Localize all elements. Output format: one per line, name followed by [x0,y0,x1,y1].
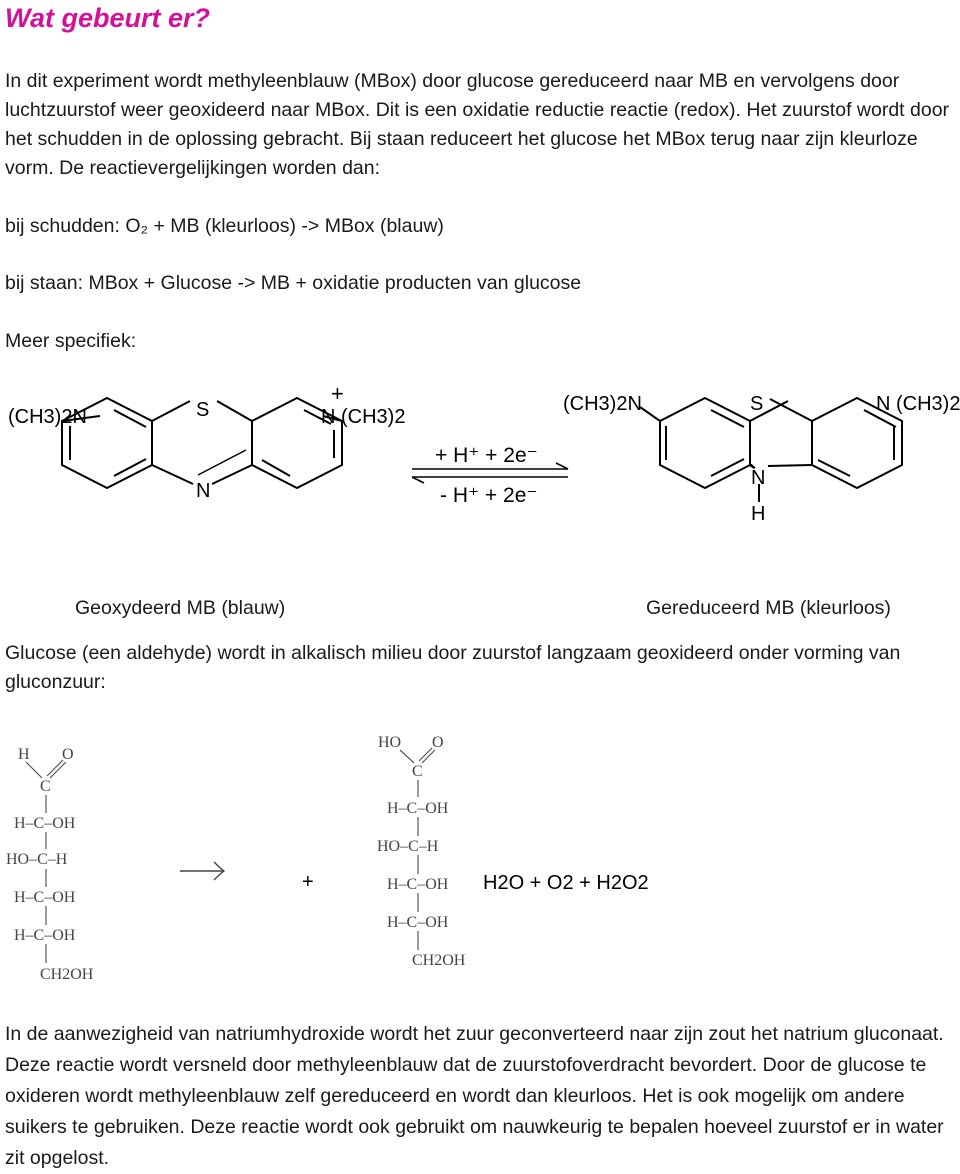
nme2-left-reduced-label: (CH3)2N [563,393,642,415]
glucose-row-2: HO–C–H [6,851,68,868]
gluconic-row-4: H–C–OH [387,914,449,931]
glucose-o-label: O [62,746,74,763]
charge-plus-label: + [331,381,344,406]
gluconic-o-label: O [432,734,444,751]
gluconic-row-2: HO–C–H [377,838,439,855]
side-products: H2O + O2 + H2O2 [483,872,649,894]
reaction-shake: bij schudden: O₂ + MB (kleurloos) -> MBox (blauw) [5,215,444,237]
caption-reduced: Gereduceerd MB (kleurloos) [646,597,891,619]
reverse-reagents: - H⁺ + 2e⁻ [440,484,538,507]
sulfur-reduced-label: S [750,393,764,415]
nh-hydrogen-label: H [751,503,766,525]
plus-sign: + [302,871,314,893]
forward-reagents: + H⁺ + 2e⁻ [435,444,538,467]
gluconic-row-1: H–C–OH [387,800,449,817]
gluconic-row-3: H–C–OH [387,876,449,893]
closing-paragraph: In de aanwezigheid van natriumhydroxide wordt het zuur geconverteerd naar zijn zout het natrium gluconaat. Deze reactie wordt versneld door methyleenblauw dat de zuurstofoverdracht bevordert. Door de glucose te oxideren wordt methyleenblauw zelf gereduceerd en wordt dan kleurloos. Het is ook mogelijk om andere suikers te gebruiken. Deze reactie wordt ook gebruikt om nauwkeurig te bepalen hoeveel zuurstof er in water zit opgelost. [5,1023,944,1169]
glucose-structure [6,746,94,983]
page-title: Wat gebeurt er? [5,3,211,33]
glucose-c-label: C [40,778,51,795]
nme2-left-label: (CH3)2N [8,406,87,428]
intro-paragraph: In dit experiment wordt methyleenblauw (MBox) door glucose gereduceerd naar MB en vervolgens door luchtzuurstof weer geoxideerd naar MBox. Dit is een oxidatie reductie reactie (redox). Het zuurstof wordt door het schudden in de oplossing gebracht. Bij staan reduceert het glucose het MBox terug naar zijn kleurloze vorm. De reactievergelijkingen worden dan: [5,70,950,179]
reaction-rest: bij staan: MBox + Glucose -> MB + oxidatie producten van glucose [5,272,582,294]
glucose-paragraph: Glucose (een aldehyde) wordt in alkalisch milieu door zuurstof langzaam geoxideerd onder vorming van gluconzuur: [5,642,901,693]
nh-nitrogen-label: N [751,467,766,489]
glucose-end-group: CH2OH [40,966,94,983]
sulfur-label: S [196,399,210,421]
methylene-blue-reaction-diagram [0,380,960,580]
reaction-arrow [180,862,224,880]
ring-left-reduced [660,398,750,488]
glucose-row-3: H–C–OH [14,889,76,906]
gluconic-ho-label: HO [378,734,402,751]
gluconic-c-label: C [412,763,423,780]
ring-nitrogen-label: N [196,480,211,502]
caption-oxidized: Geoxydeerd MB (blauw) [75,597,286,619]
glucose-oxidation-diagram [0,725,960,995]
nme2-right-label: N (CH3)2 [321,406,406,428]
glucose-row-4: H–C–OH [14,927,76,944]
gluconic-acid-structure [377,734,466,969]
glucose-row-1: H–C–OH [14,815,76,832]
glucose-h-label: H [18,746,30,763]
gluconic-end-group: CH2OH [412,952,466,969]
nme2-right-reduced-label: N (CH3)2 [876,393,960,415]
specific-label: Meer specifiek: [5,330,137,352]
